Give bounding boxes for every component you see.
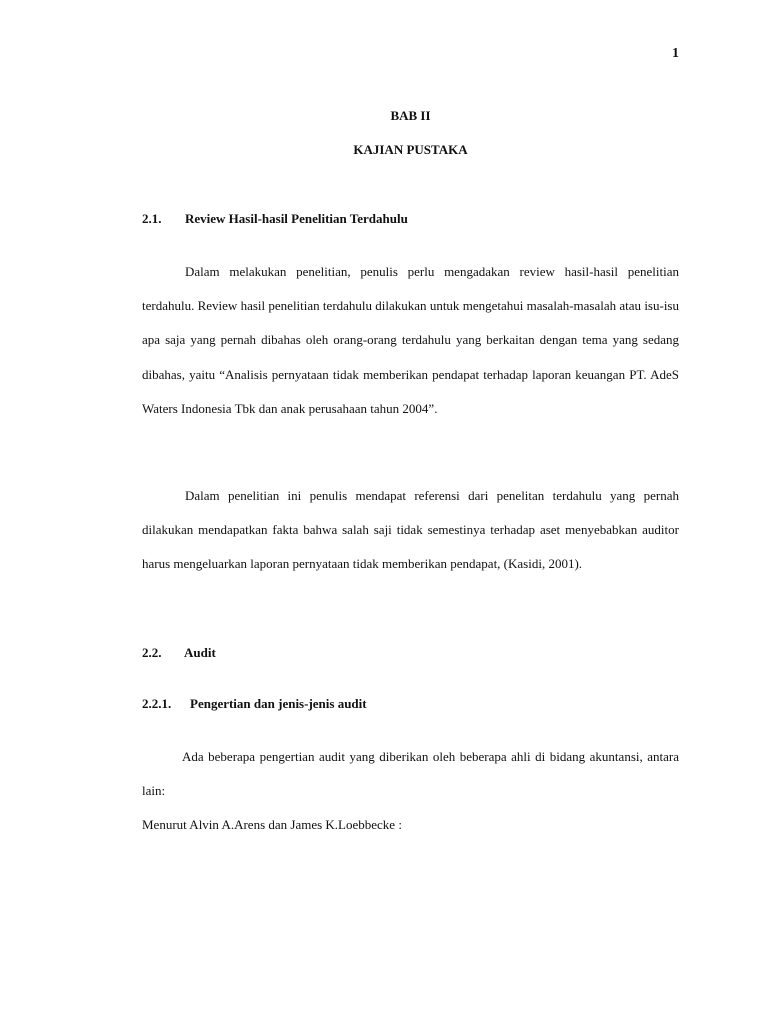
section-number: 2.2.1. [142, 696, 172, 711]
section-heading-2-1 [142, 211, 408, 227]
paragraph-review-intro: Dalam melakukan penelitian, penulis perlu mengadakan review hasil-hasil penelitian terdahulu. Review hasil penelitian terdahulu dilakukan untuk mengetahui masalah-masalah atau isu-isu apa saja yang pernah dibahas oleh orang-orang terdahulu yang berkaitan dengan tema yang sedang dibahas, yaitu “Analisis pernyataan tidak memberikan pendapat terhadap laporan keuangan PT. AdeS Waters Indonesia Tbk dan anak perusahaan tahun 2004”. [142, 264, 679, 416]
section-title: Audit [184, 645, 216, 660]
paragraph-review-reference: Dalam penelitian ini penulis mendapat referensi dari penelitan terdahulu yang pernah dilakukan mendapatkan fakta bahwa salah saji tidak semestinya terhadap aset menyebabkan auditor harus mengeluarkan laporan pernyataan tidak memberikan pendapat, (Kasidi, 2001). [142, 488, 679, 572]
page-number: 1 [672, 46, 679, 61]
section-heading-2-2-1 [142, 696, 367, 712]
citation-line: Menurut Alvin A.Arens dan James K.Loebbecke : [142, 817, 402, 832]
chapter-label: BAB II [390, 108, 431, 123]
section-title: Review Hasil-hasil Penelitian Terdahulu [185, 211, 408, 226]
section-number: 2.2. [142, 645, 162, 660]
chapter-title: KAJIAN PUSTAKA [353, 142, 468, 157]
section-number: 2.1. [142, 211, 162, 226]
paragraph-audit-definition: Ada beberapa pengertian audit yang diberikan oleh beberapa ahli di bidang akuntansi, antara lain: [142, 749, 679, 799]
section-heading-2-2 [142, 645, 216, 661]
section-title: Pengertian dan jenis-jenis audit [190, 696, 367, 711]
